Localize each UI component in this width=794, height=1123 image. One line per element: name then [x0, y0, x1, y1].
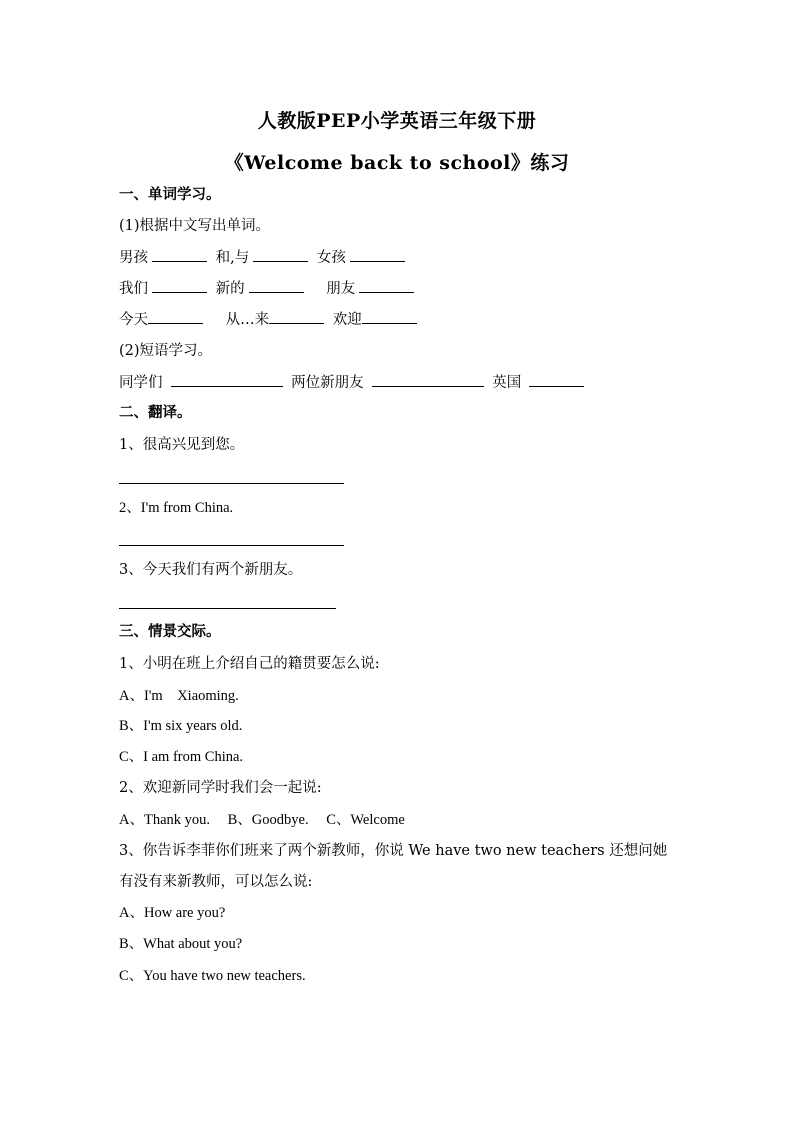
section1-part1-label: (1)根据中文写出单词。	[119, 218, 271, 234]
answer-blank[interactable]	[152, 247, 207, 262]
option-c[interactable]: C、You have two new teachers.	[119, 968, 306, 984]
option-c[interactable]: C、Welcome	[326, 812, 405, 828]
answer-blank[interactable]	[362, 309, 417, 324]
option-b[interactable]: B、Goodbye.	[227, 812, 309, 828]
answer-line[interactable]	[119, 545, 344, 546]
vocab-word: 男孩	[119, 250, 148, 266]
vocab-row-1	[119, 247, 409, 268]
translation-question-3: 3、今天我们有两个新朋友。	[119, 562, 303, 578]
worksheet-title: 人教版PEP小学英语三年级下册	[257, 110, 537, 132]
answer-blank[interactable]	[350, 247, 405, 262]
option-c[interactable]: C、I am from China.	[119, 749, 244, 765]
answer-blank[interactable]	[269, 309, 324, 324]
answer-blank[interactable]	[372, 372, 484, 387]
section1-heading: 一、单词学习。	[119, 186, 221, 203]
answer-blank[interactable]	[152, 278, 207, 293]
answer-blank[interactable]	[359, 278, 414, 293]
situation-question-3-cont: 有没有来新教师，可以怎么说:	[119, 874, 313, 890]
phrase-row	[119, 372, 588, 393]
phrase-word: 英国	[492, 375, 522, 391]
section1-part2-label: (2)短语学习。	[119, 343, 213, 359]
options-row	[119, 810, 405, 830]
translation-question-2: 2、I'm from China.	[119, 500, 234, 516]
vocab-word: 女孩	[316, 250, 346, 266]
answer-blank[interactable]	[253, 247, 308, 262]
phrase-word: 同学们	[119, 375, 163, 391]
vocab-word: 今天	[119, 312, 148, 328]
option-b[interactable]: B、What about you?	[119, 936, 243, 952]
vocab-word: 和,与	[215, 250, 250, 266]
answer-blank[interactable]	[529, 372, 584, 387]
vocab-word: 欢迎	[332, 312, 362, 328]
worksheet-subtitle: 《Welcome back to school》练习	[224, 152, 570, 174]
phrase-word: 两位新朋友	[291, 375, 364, 391]
section2-heading: 二、翻译。	[119, 404, 192, 421]
option-a[interactable]: A、I'm Xiaoming.	[119, 688, 239, 704]
vocab-word: 新的	[215, 281, 245, 297]
answer-line[interactable]	[119, 483, 344, 484]
situation-question-3: 3、你告诉李菲你们班来了两个新教师，你说 We have two new teachers 还想问她	[119, 843, 668, 859]
answer-line[interactable]	[119, 608, 336, 609]
section3-heading: 三、情景交际。	[119, 623, 221, 640]
situation-question-1: 1、小明在班上介绍自己的籍贯要怎么说:	[119, 656, 380, 672]
option-a[interactable]: A、How are you?	[119, 905, 226, 921]
vocab-word: 从…来	[225, 312, 270, 328]
answer-blank[interactable]	[249, 278, 304, 293]
vocab-word: 我们	[119, 281, 148, 297]
vocab-word: 朋友	[326, 281, 356, 297]
option-a[interactable]: A、Thank you.	[119, 812, 211, 828]
answer-blank[interactable]	[148, 309, 203, 324]
answer-blank[interactable]	[171, 372, 283, 387]
translation-question-1: 1、很高兴见到您。	[119, 437, 245, 453]
vocab-row-2	[119, 278, 418, 299]
option-b[interactable]: B、I'm six years old.	[119, 718, 243, 734]
situation-question-2: 2、欢迎新同学时我们会一起说:	[119, 780, 322, 796]
vocab-row-3	[119, 309, 421, 330]
